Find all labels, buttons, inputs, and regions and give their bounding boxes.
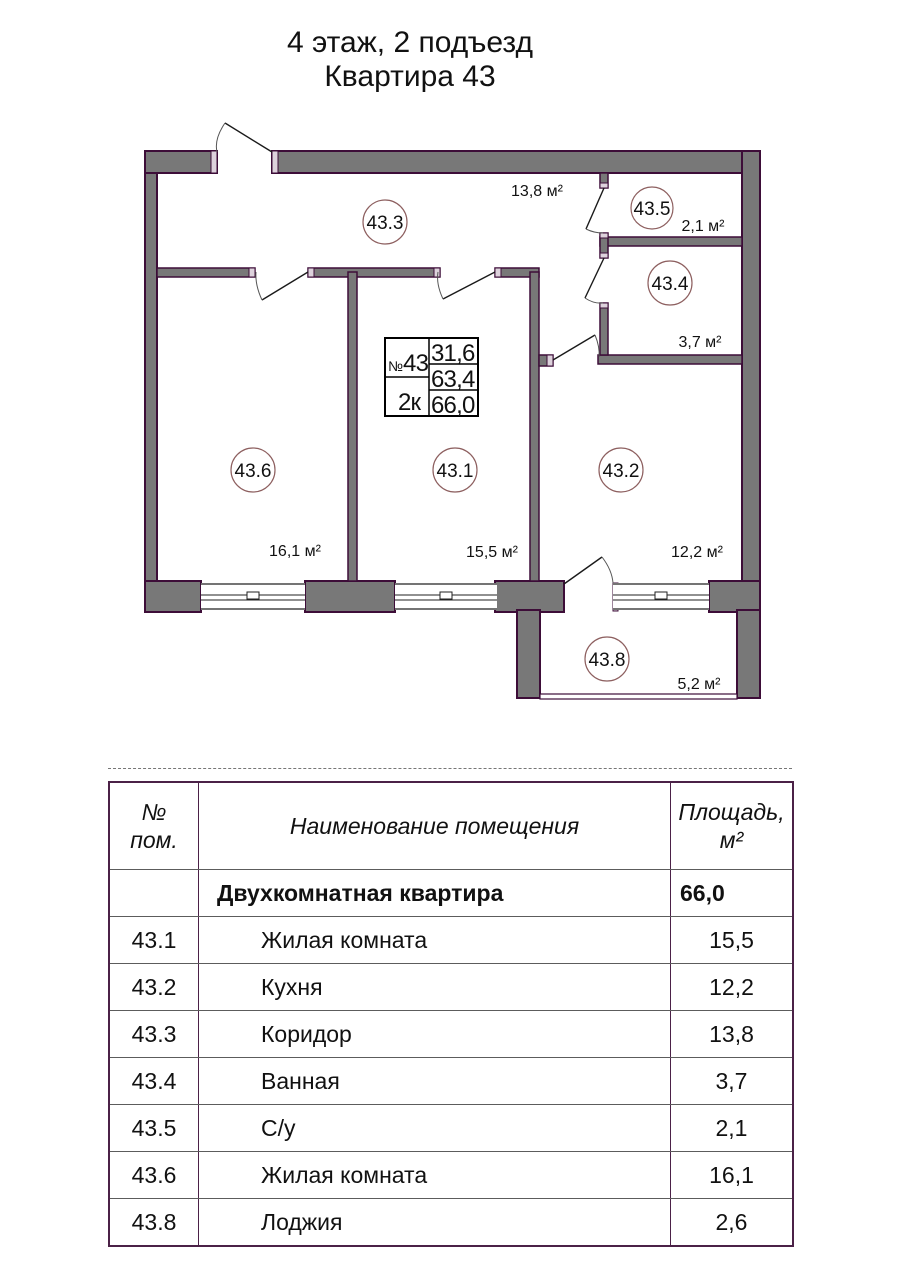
room-label-432 (599, 448, 643, 492)
table-row: 43.3 Коридор 13,8 (110, 1010, 792, 1057)
door-room-434 (585, 258, 604, 303)
table-row: 43.5 С/у 2,1 (110, 1104, 792, 1151)
outer-walls (145, 151, 760, 698)
page-title-line2: Квартира 43 (324, 60, 496, 93)
window-room-436 (201, 583, 305, 610)
svg-text:43.3: 43.3 (366, 213, 404, 234)
area-435: 2,1 м² (681, 218, 725, 235)
table-row: 43.4 Ванная 3,7 (110, 1057, 792, 1104)
stamp-rooms-type: 2к (398, 389, 421, 416)
summary-area: 66,0 (670, 870, 792, 916)
area-432: 12,2 м² (671, 544, 723, 561)
svg-text:43.6: 43.6 (234, 461, 272, 482)
room-label-433 (363, 200, 407, 244)
apartment-stamp (385, 338, 478, 419)
stamp-living-area: 31,6 (431, 340, 475, 367)
svg-text:43.2: 43.2 (602, 461, 640, 482)
stamp-apartment-number: №43 (388, 350, 429, 377)
room-label-438 (585, 637, 629, 681)
room-label-436 (231, 448, 275, 492)
header-area: Площадь, м² (670, 783, 792, 869)
door-room-431 (438, 272, 495, 299)
table-row: 43.2 Кухня 12,2 (110, 963, 792, 1010)
table-row: 43.1 Жилая комната 15,5 (110, 916, 792, 963)
stamp-total-area: 66,0 (431, 392, 475, 419)
door-room-432 (553, 335, 599, 360)
area-438: 5,2 м² (677, 676, 721, 693)
entry-door (216, 123, 272, 152)
loggia-rail (540, 694, 737, 699)
door-loggia (564, 557, 613, 584)
area-436: 16,1 м² (269, 543, 321, 560)
svg-text:43.4: 43.4 (651, 274, 689, 295)
door-room-435 (586, 188, 604, 233)
svg-text:43.1: 43.1 (436, 461, 474, 482)
table-row-summary (110, 869, 792, 916)
table-top-rule (108, 768, 792, 769)
window-room-431 (395, 583, 497, 610)
room-label-431 (433, 448, 477, 492)
area-labels (269, 183, 725, 693)
table-row: 43.6 Жилая комната 16,1 (110, 1151, 792, 1198)
rooms-table (108, 781, 794, 1247)
header-room-no: № пом. (130, 799, 178, 853)
svg-text:43.5: 43.5 (633, 199, 671, 220)
stamp-heated-area: 63,4 (431, 366, 475, 393)
room-label-434 (648, 261, 692, 305)
area-434: 3,7 м² (678, 334, 722, 351)
room-label-435 (631, 187, 673, 229)
header-room-name: Наименование помещения (198, 783, 670, 869)
area-431: 15,5 м² (466, 544, 518, 561)
svg-text:43.8: 43.8 (588, 650, 626, 671)
window-room-432 (613, 583, 709, 610)
table-row: 43.8 Лоджия 2,6 (110, 1198, 792, 1245)
table-header (110, 783, 792, 869)
page-title-line1: 4 этаж, 2 подъезд (286, 26, 533, 59)
area-433: 13,8 м² (511, 183, 563, 200)
door-room-436 (256, 272, 308, 300)
windows (201, 583, 737, 699)
summary-name: Двухкомнатная квартира (198, 870, 670, 916)
